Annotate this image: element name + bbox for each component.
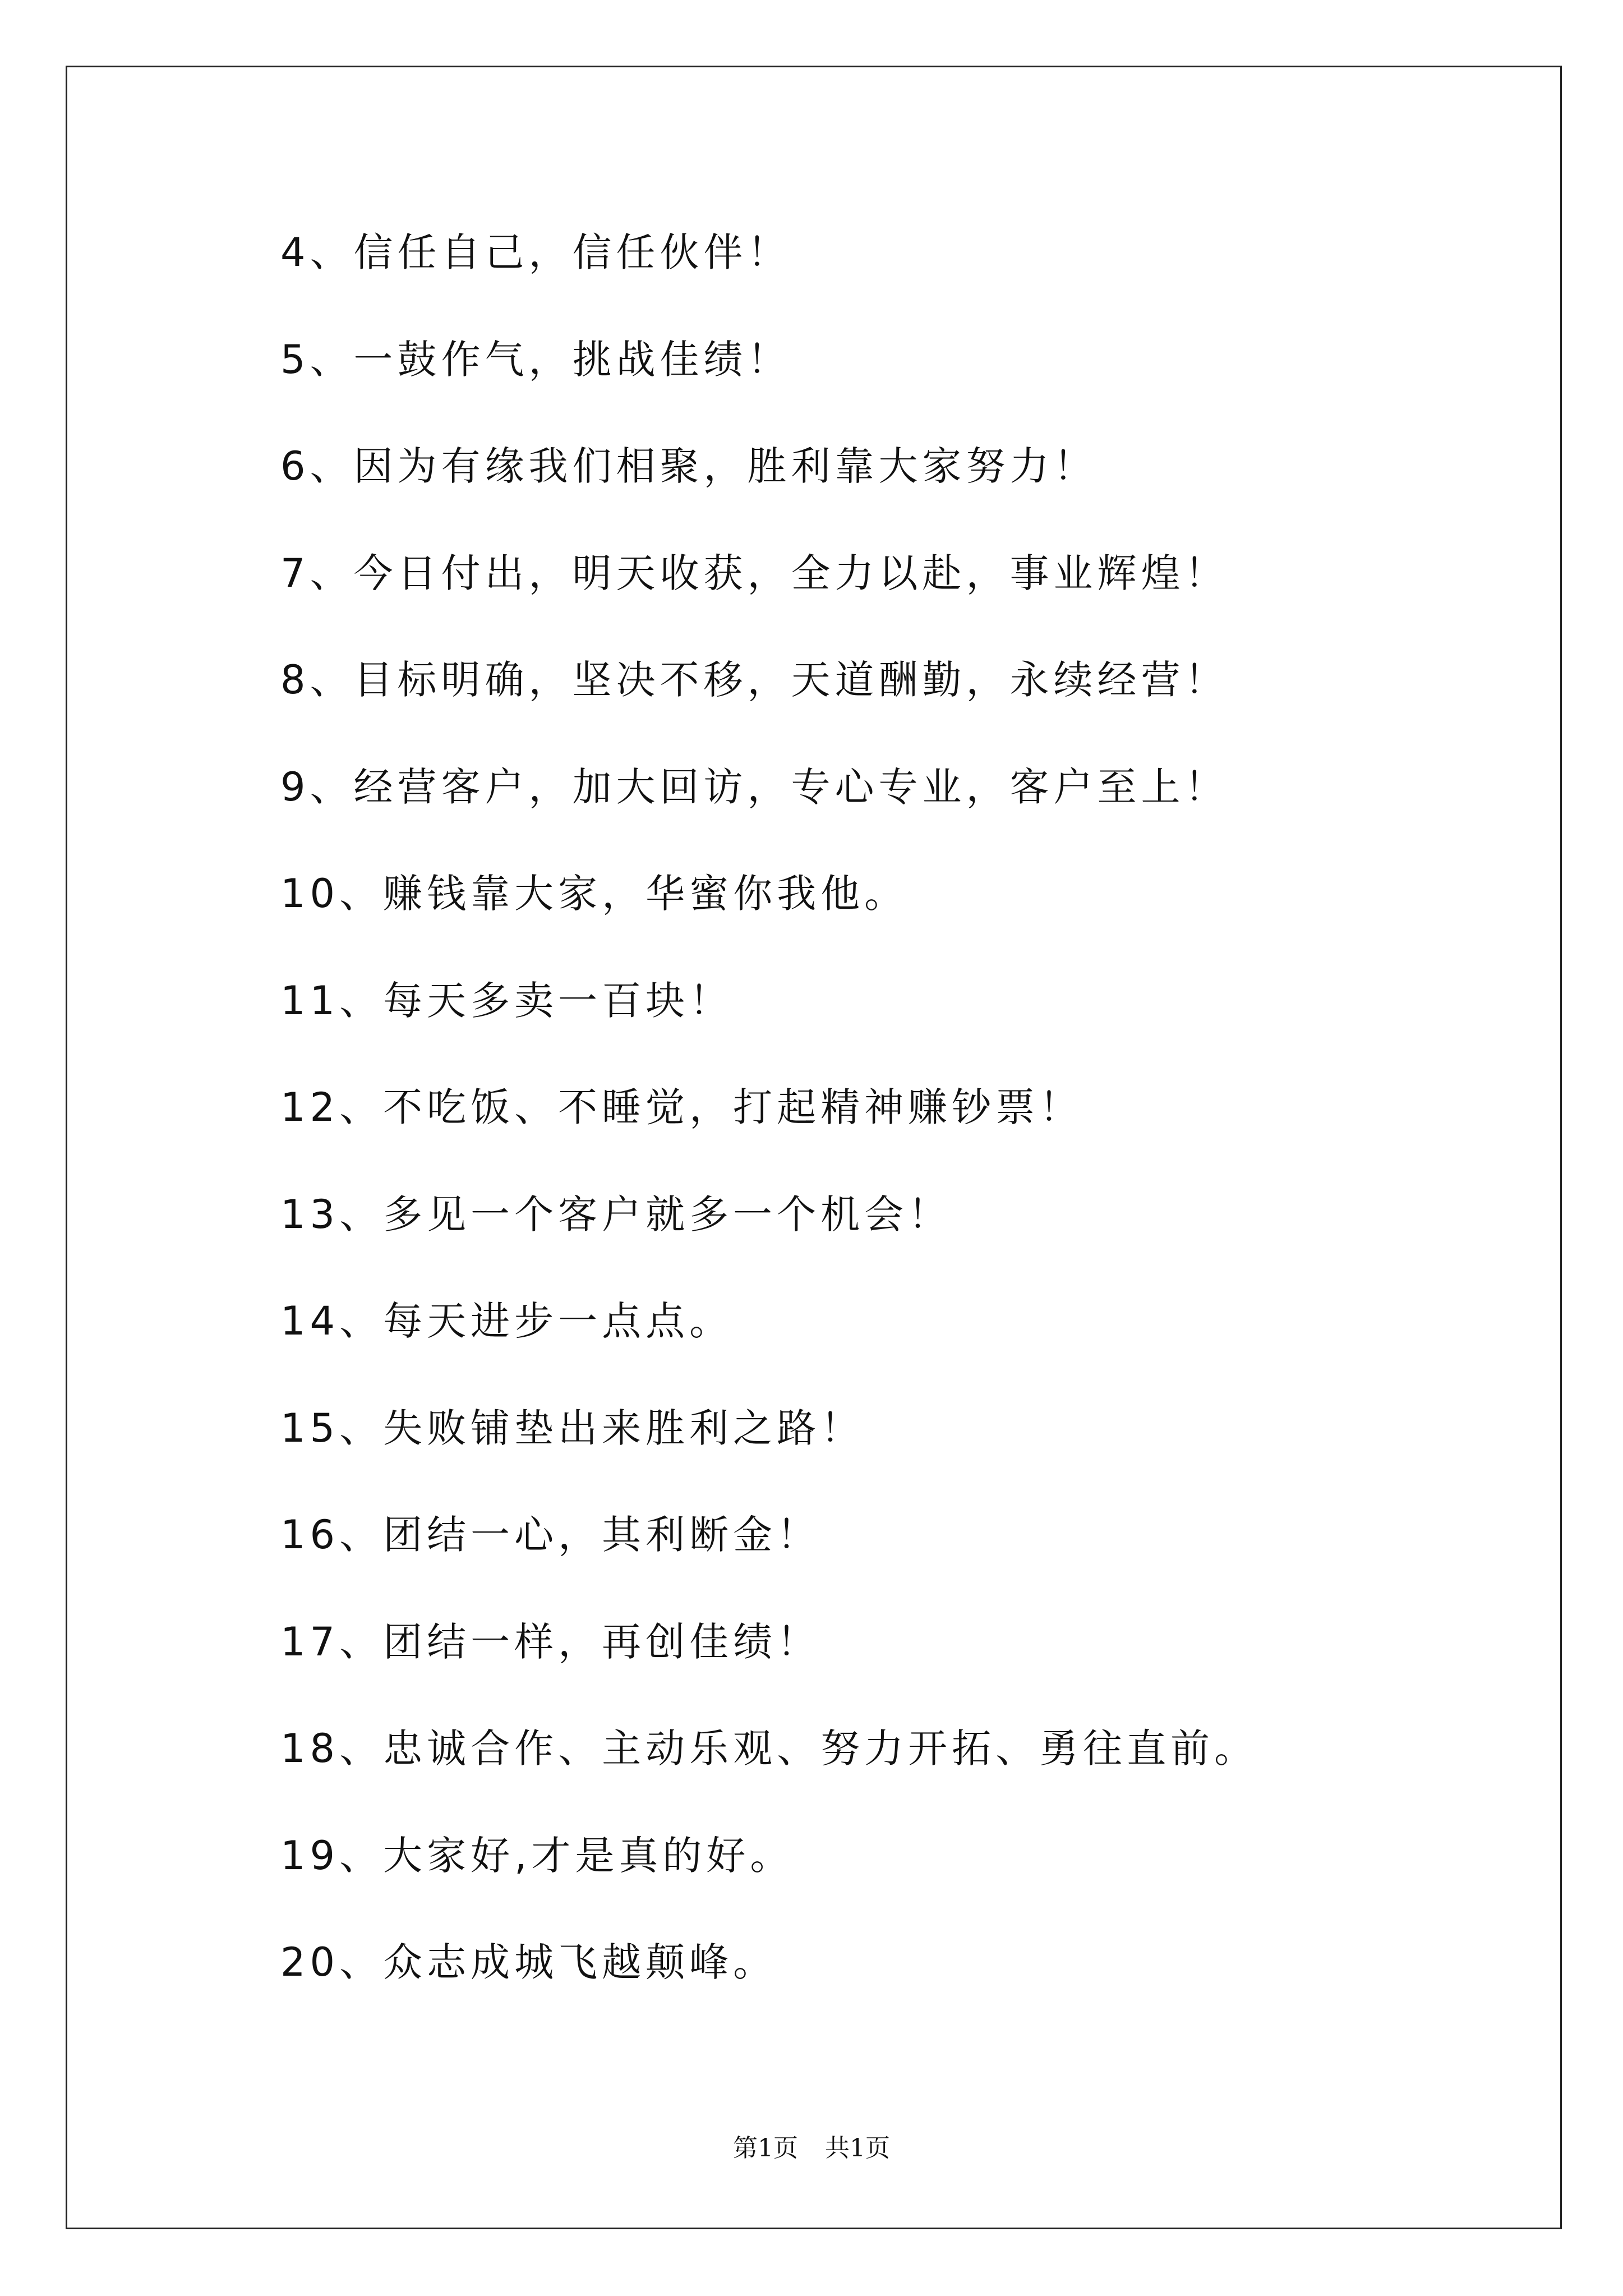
page-footer bbox=[0, 2132, 1623, 2165]
list-item: 6、因为有缘我们相聚，胜利靠大家努力！ bbox=[280, 443, 1098, 489]
list-item: 18、忠诚合作、主动乐观、努力开拓、勇往直前。 bbox=[280, 1726, 1258, 1772]
page-total: 共1页 bbox=[825, 2134, 890, 2162]
page-number: 第1页 bbox=[733, 2134, 798, 2162]
list-item: 19、大家好,才是真的好。 bbox=[280, 1832, 794, 1879]
list-item: 13、多见一个客户就多一个机会！ bbox=[280, 1191, 952, 1237]
list-item: 11、每天多卖一百块！ bbox=[280, 977, 734, 1024]
list-item: 14、每天进步一点点。 bbox=[280, 1298, 734, 1344]
list-item: 12、不吃饭、不睡觉，打起精神赚钞票！ bbox=[280, 1084, 1083, 1130]
list-item: 7、今日付出，明天收获，全力以赴，事业辉煌！ bbox=[280, 550, 1229, 596]
list-item: 4、信任自己，信任伙伴！ bbox=[280, 229, 791, 275]
list-item: 20、众志成城飞越颠峰。 bbox=[280, 1939, 777, 1985]
slogan-list bbox=[280, 222, 1258, 2039]
list-item: 10、赚钱靠大家，华蜜你我他。 bbox=[280, 871, 909, 917]
list-item: 15、失败铺垫出来胜利之路！ bbox=[280, 1405, 865, 1451]
list-item: 8、目标明确，坚决不移，天道酬勤，永续经营！ bbox=[280, 657, 1229, 703]
list-item: 5、一鼓作气，挑战佳绩！ bbox=[280, 336, 791, 383]
list-item: 16、团结一心，其利断金！ bbox=[280, 1512, 821, 1558]
list-item: 17、团结一样，再创佳绩！ bbox=[280, 1618, 821, 1665]
list-item: 9、经营客户，加大回访，专心专业，客户至上！ bbox=[280, 763, 1229, 810]
